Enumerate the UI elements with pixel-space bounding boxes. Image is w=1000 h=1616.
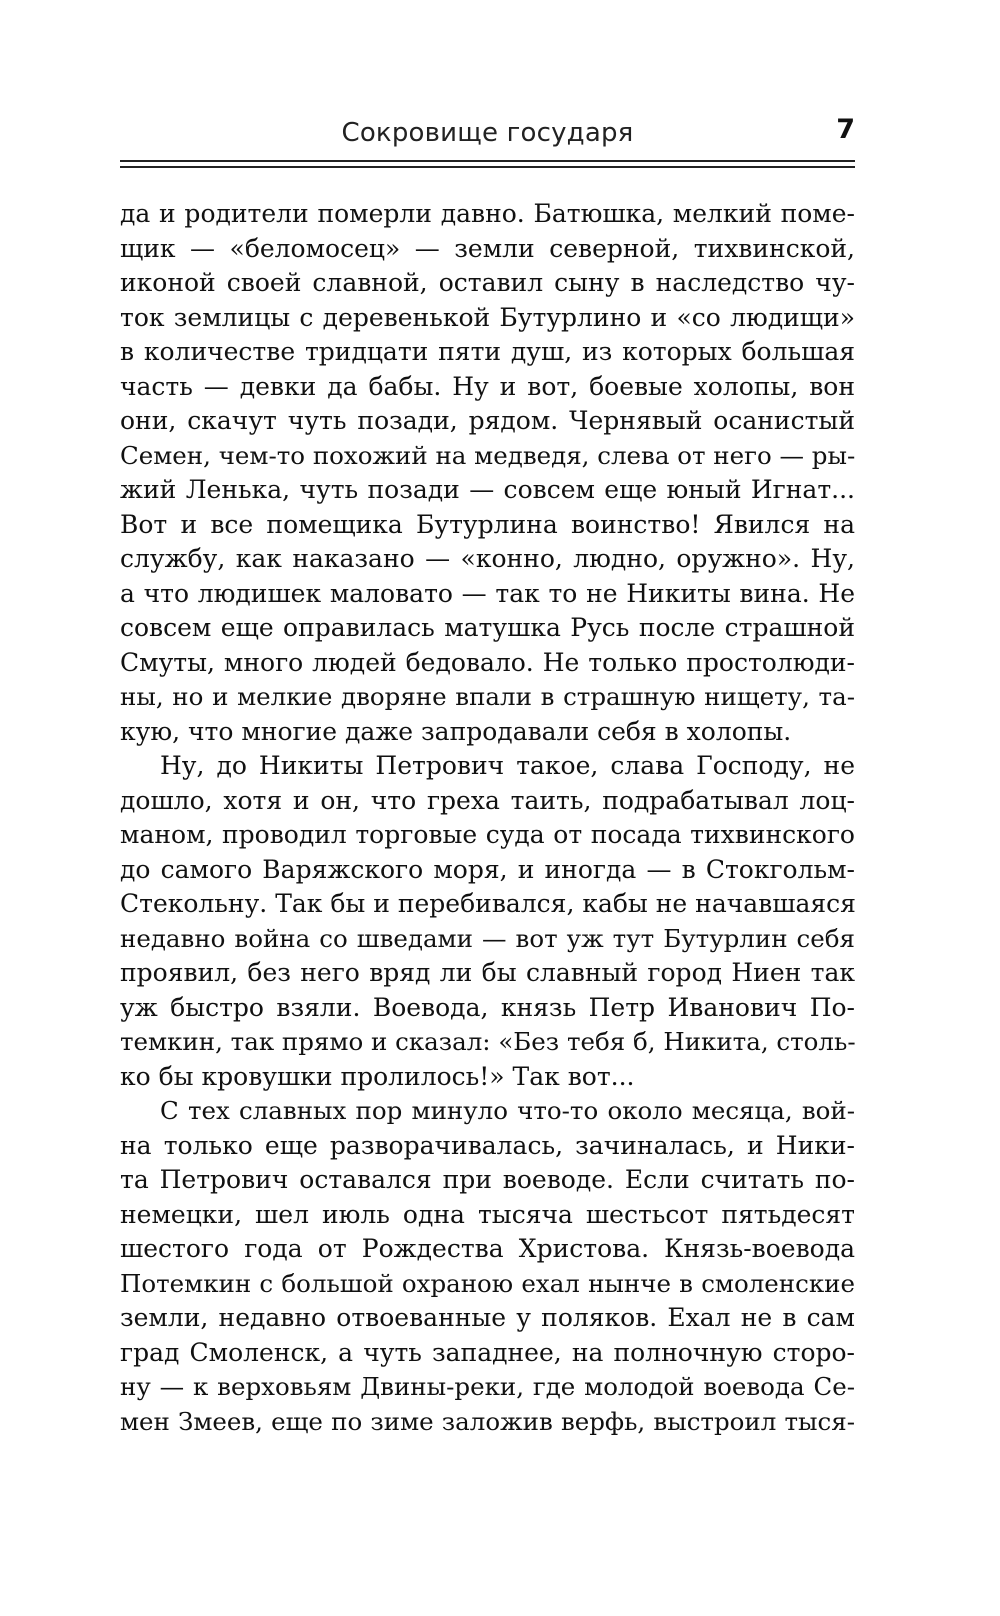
text-line: а что людишек маловато — так то не Никиты вина. Не — [120, 578, 855, 608]
body-text — [120, 197, 855, 1439]
text-line: проявил, без него вряд ли бы славный город Ниен так — [120, 958, 855, 987]
running-header — [120, 112, 855, 152]
header-rule-top — [120, 160, 855, 162]
text-line: темкин, так прямо и сказал: «Без тебя б, Никита, столь- — [120, 1027, 856, 1056]
running-title: Сокровище государя — [341, 118, 634, 148]
text-line: службу, как наказано — «конно, людно, оружно». Ну, — [120, 544, 855, 573]
text-line: щик — «беломосец» — земли северной, тихвинской, — [120, 233, 855, 263]
text-line: маном, проводил торговые суда от посада тихвинского — [120, 820, 855, 849]
text-line: ны, но и мелкие дворяне впали в страшную нищету, та- — [120, 682, 855, 711]
text-line: недавно война со шведами — вот уж тут Бутурлин себя — [120, 923, 855, 953]
text-line: в количестве тридцати пяти душ, из которых большая — [120, 337, 855, 366]
text-line: Вот и все помещика Бутурлина воинство! Явился на — [120, 509, 855, 539]
text-line: Семен, чем-то похожий на медведя, слева от него — ры- — [120, 440, 856, 470]
text-line: Смуты, много людей бедовало. Не только простолюди- — [120, 647, 855, 677]
text-line: они, скачут чуть позади, рядом. Чернявый осанистый — [120, 406, 855, 435]
text-line: ко бы кровушки пролилось!» Так вот... — [120, 1061, 635, 1091]
page-number: 7 — [836, 114, 855, 145]
text-line: та Петрович оставался при воеводе. Если считать по- — [120, 1165, 855, 1194]
paragraph-first-line: С тех славных пор минуло что-то около месяца, вой- — [160, 1096, 855, 1125]
text-line: совсем еще оправилась матушка Русь после страшной — [120, 613, 855, 642]
text-line: жий Ленька, чуть позади — совсем еще юный Игнат... — [120, 475, 855, 504]
text-line: ток землицы с деревенькой Бутурлино и «со людищи» — [120, 302, 855, 332]
text-line: немецки, шел июль одна тысяча шестьсот пятьдесят — [120, 1199, 855, 1229]
paragraph-first-line: Ну, до Никиты Петрович такое, слава Господу, не — [160, 751, 855, 780]
text-line: дошло, хотя и он, что греха таить, подрабатывал лоц- — [120, 785, 855, 815]
header-rule-bottom — [120, 166, 855, 168]
text-line: мен Змеев, еще по зиме заложив верфь, выстроил тыся- — [120, 1406, 855, 1436]
text-line: земли, недавно отвоеванные у поляков. Ехал не в сам — [120, 1303, 855, 1332]
text-line: Стекольну. Так бы и перебивался, кабы не начавшаяся — [120, 889, 856, 918]
text-line: на только еще разворачивалась, зачиналась, и Ники- — [120, 1130, 855, 1160]
text-line: град Смоленск, а чуть западнее, на полночную сторо- — [120, 1337, 855, 1367]
text-line: иконой своей славной, оставил сыну в наследство чу- — [120, 268, 855, 297]
text-line: да и родители померли давно. Батюшка, мелкий поме- — [120, 199, 855, 228]
text-line: шестого года от Рождества Христова. Князь-воевода — [120, 1234, 855, 1263]
text-line: кую, что многие даже запродавали себя в холопы. — [120, 716, 792, 746]
text-line: ну — к верховьям Двины-реки, где молодой воевода Се- — [120, 1372, 855, 1401]
text-line: уж быстро взяли. Воевода, князь Петр Иванович По- — [120, 992, 855, 1022]
text-line: до самого Варяжского моря, и иногда — в Стокгольм- — [120, 854, 855, 884]
text-line: Потемкин с большой охраною ехал нынче в смоленские — [120, 1268, 855, 1298]
text-line: часть — девки да бабы. Ну и вот, боевые холопы, вон — [120, 371, 855, 401]
